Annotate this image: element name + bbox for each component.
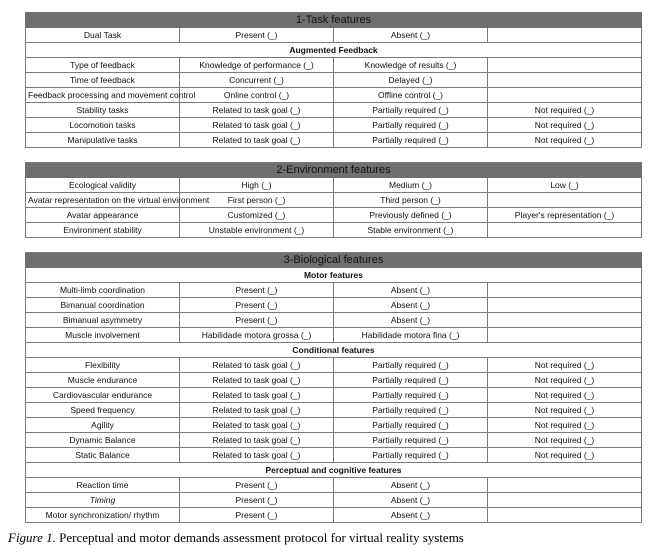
option-cell: Not required (_) <box>488 448 642 463</box>
feature-label: Dual Task <box>26 28 180 43</box>
option-cell: Absent (_) <box>334 283 488 298</box>
subsection-title: Augmented Feedback <box>26 43 642 58</box>
spacer-cell <box>26 238 642 253</box>
option-cell: Knowledge of results (_) <box>334 58 488 73</box>
option-cell: Partially required (_) <box>334 388 488 403</box>
feature-label: Environment stability <box>26 223 180 238</box>
option-cell: Partially required (_) <box>334 133 488 148</box>
option-cell: Third person (_) <box>334 193 488 208</box>
section-header <box>26 163 642 178</box>
table-row <box>26 448 642 463</box>
table-row <box>26 433 642 448</box>
option-cell: Present (_) <box>180 508 334 523</box>
feature-label: Type of feedback <box>26 58 180 73</box>
feature-label: Reaction time <box>26 478 180 493</box>
option-cell <box>488 223 642 238</box>
option-cell: Player's representation (_) <box>488 208 642 223</box>
assessment-protocol-table <box>25 12 642 523</box>
feature-label: Dynamic Balance <box>26 433 180 448</box>
option-cell: Related to task goal (_) <box>180 388 334 403</box>
option-cell: Absent (_) <box>334 298 488 313</box>
option-cell: Related to task goal (_) <box>180 373 334 388</box>
feature-label: Multi-limb coordination <box>26 283 180 298</box>
table-row <box>26 58 642 73</box>
option-cell <box>488 493 642 508</box>
feature-label: Ecological validity <box>26 178 180 193</box>
option-cell <box>488 88 642 103</box>
option-cell: Online control (_) <box>180 88 334 103</box>
option-cell: Related to task goal (_) <box>180 403 334 418</box>
option-cell: Partially required (_) <box>334 418 488 433</box>
option-cell: Absent (_) <box>334 313 488 328</box>
option-cell: Partially required (_) <box>334 358 488 373</box>
option-cell: Partially required (_) <box>334 373 488 388</box>
table-row <box>26 28 642 43</box>
table-row <box>26 88 642 103</box>
option-cell: Not required (_) <box>488 403 642 418</box>
feature-label: Timing <box>26 493 180 508</box>
section-title: 1-Task features <box>26 13 642 28</box>
option-cell: Related to task goal (_) <box>180 433 334 448</box>
feature-label: Bimanual asymmetry <box>26 313 180 328</box>
figure-caption-text: Perceptual and motor demands assessment protocol for virtual reality systems <box>55 530 464 545</box>
section-title: 3-Biological features <box>26 253 642 268</box>
table-row <box>26 223 642 238</box>
table-row <box>26 178 642 193</box>
table-row <box>26 118 642 133</box>
feature-label: Bimanual coordination <box>26 298 180 313</box>
option-cell: Related to task goal (_) <box>180 358 334 373</box>
subsection-header <box>26 268 642 283</box>
section-spacer <box>26 148 642 163</box>
subsection-title: Perceptual and cognitive features <box>26 463 642 478</box>
table-row <box>26 388 642 403</box>
option-cell <box>488 58 642 73</box>
option-cell: Related to task goal (_) <box>180 133 334 148</box>
option-cell <box>488 73 642 88</box>
table-row <box>26 283 642 298</box>
feature-label: Static Balance <box>26 448 180 463</box>
feature-label: Muscle endurance <box>26 373 180 388</box>
option-cell: First person (_) <box>180 193 334 208</box>
spacer-cell <box>26 148 642 163</box>
table-row <box>26 208 642 223</box>
table-row <box>26 508 642 523</box>
option-cell: Delayed (_) <box>334 73 488 88</box>
option-cell: Present (_) <box>180 478 334 493</box>
option-cell: Absent (_) <box>334 508 488 523</box>
option-cell: Customized (_) <box>180 208 334 223</box>
figure-label: Figure 1. <box>8 530 56 545</box>
option-cell <box>488 283 642 298</box>
option-cell: High (_) <box>180 178 334 193</box>
table-row <box>26 478 642 493</box>
option-cell: Related to task goal (_) <box>180 118 334 133</box>
option-cell: Related to task goal (_) <box>180 418 334 433</box>
table-row <box>26 298 642 313</box>
table-row <box>26 103 642 118</box>
option-cell <box>488 298 642 313</box>
option-cell: Absent (_) <box>334 478 488 493</box>
option-cell: Unstable environment (_) <box>180 223 334 238</box>
section-header <box>26 253 642 268</box>
table-row <box>26 193 642 208</box>
table-row <box>26 133 642 148</box>
option-cell <box>488 328 642 343</box>
feature-label: Stability tasks <box>26 103 180 118</box>
option-cell: Medium (_) <box>334 178 488 193</box>
table-row <box>26 313 642 328</box>
table-row <box>26 358 642 373</box>
feature-label: Time of feedback <box>26 73 180 88</box>
feature-label: Avatar appearance <box>26 208 180 223</box>
feature-label: Manipulative tasks <box>26 133 180 148</box>
option-cell: Stable environment (_) <box>334 223 488 238</box>
feature-label: Feedback processing and movement control <box>26 88 180 103</box>
option-cell: Not required (_) <box>488 418 642 433</box>
table-row <box>26 493 642 508</box>
option-cell: Not required (_) <box>488 388 642 403</box>
option-cell: Partially required (_) <box>334 403 488 418</box>
option-cell: Present (_) <box>180 28 334 43</box>
feature-label: Agility <box>26 418 180 433</box>
subsection-header <box>26 43 642 58</box>
option-cell: Not required (_) <box>488 118 642 133</box>
option-cell: Low (_) <box>488 178 642 193</box>
option-cell: Partially required (_) <box>334 118 488 133</box>
feature-label: Speed frequency <box>26 403 180 418</box>
option-cell: Not required (_) <box>488 358 642 373</box>
option-cell: Present (_) <box>180 298 334 313</box>
subsection-title: Conditional features <box>26 343 642 358</box>
option-cell: Not required (_) <box>488 133 642 148</box>
figure-caption <box>8 530 464 546</box>
option-cell: Habilidade motora grossa (_) <box>180 328 334 343</box>
option-cell <box>488 508 642 523</box>
option-cell: Related to task goal (_) <box>180 448 334 463</box>
option-cell: Not required (_) <box>488 103 642 118</box>
assessment-protocol-document <box>25 12 642 523</box>
option-cell: Present (_) <box>180 283 334 298</box>
option-cell: Partially required (_) <box>334 433 488 448</box>
option-cell: Related to task goal (_) <box>180 103 334 118</box>
option-cell <box>488 193 642 208</box>
table-row <box>26 403 642 418</box>
option-cell: Present (_) <box>180 493 334 508</box>
option-cell: Offline control (_) <box>334 88 488 103</box>
feature-label: Motor synchronization/ rhythm <box>26 508 180 523</box>
option-cell: Knowledge of performance (_) <box>180 58 334 73</box>
option-cell: Concurrent (_) <box>180 73 334 88</box>
option-cell: Present (_) <box>180 313 334 328</box>
section-header <box>26 13 642 28</box>
feature-label: Cardiovascular endurance <box>26 388 180 403</box>
option-cell <box>488 313 642 328</box>
option-cell: Absent (_) <box>334 493 488 508</box>
option-cell: Partially required (_) <box>334 448 488 463</box>
table-row <box>26 328 642 343</box>
option-cell: Partially required (_) <box>334 103 488 118</box>
section-title: 2-Environment features <box>26 163 642 178</box>
table-row <box>26 418 642 433</box>
option-cell: Absent (_) <box>334 28 488 43</box>
subsection-header <box>26 343 642 358</box>
feature-label: Locomotion tasks <box>26 118 180 133</box>
option-cell <box>488 28 642 43</box>
subsection-header <box>26 463 642 478</box>
option-cell: Previously defined (_) <box>334 208 488 223</box>
option-cell: Not required (_) <box>488 433 642 448</box>
option-cell <box>488 478 642 493</box>
option-cell: Habilidade motora fina (_) <box>334 328 488 343</box>
subsection-title: Motor features <box>26 268 642 283</box>
table-row <box>26 73 642 88</box>
feature-label: Avatar representation on the virtual environment <box>26 193 180 208</box>
feature-label: Muscle involvement <box>26 328 180 343</box>
section-spacer <box>26 238 642 253</box>
table-row <box>26 373 642 388</box>
option-cell: Not required (_) <box>488 373 642 388</box>
feature-label: Flexibility <box>26 358 180 373</box>
